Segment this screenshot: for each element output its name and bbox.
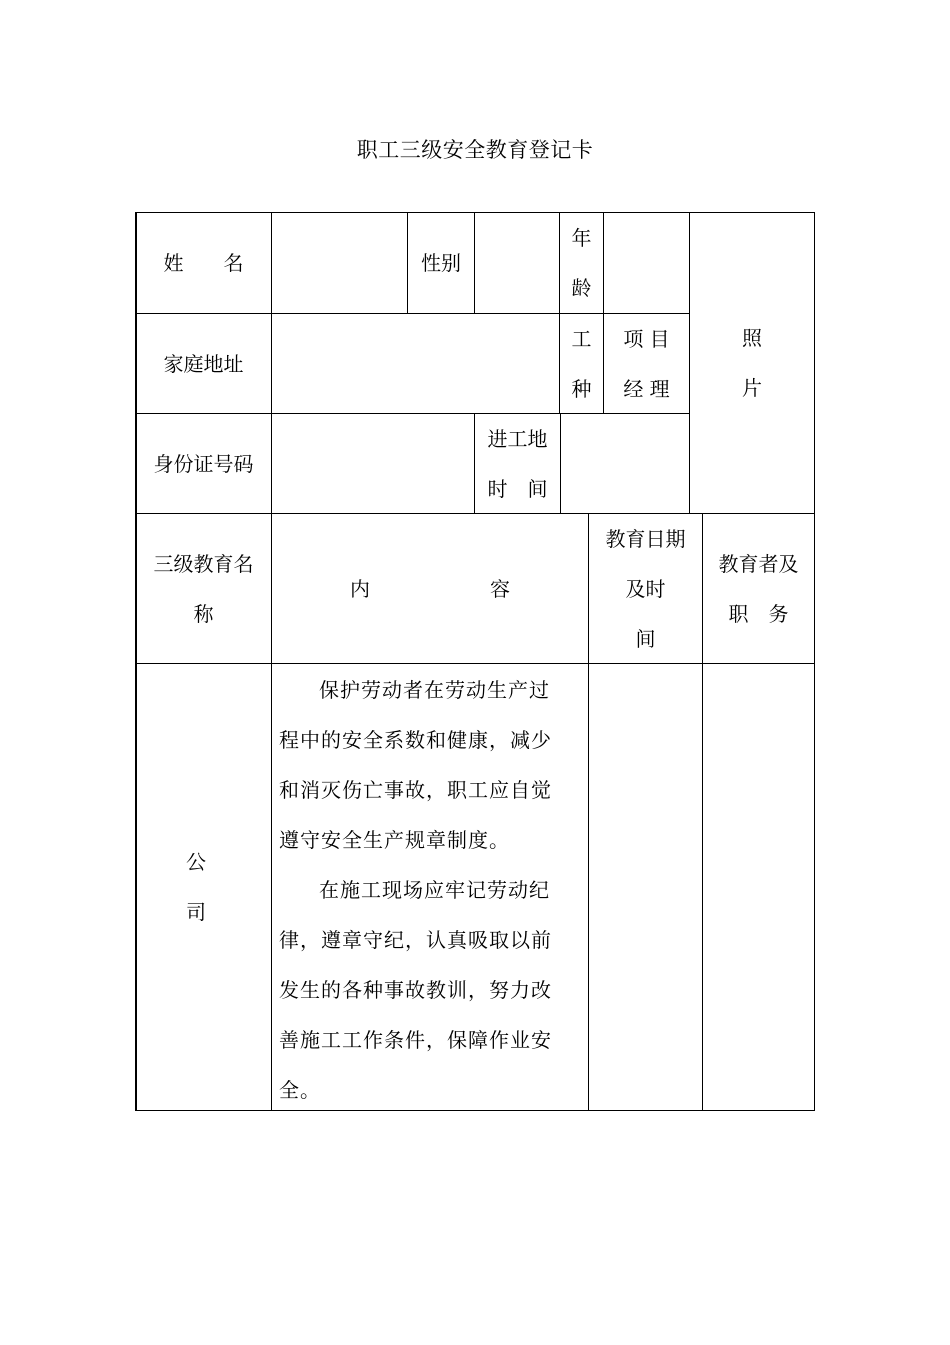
document-title: 职工三级安全教育登记卡 — [356, 138, 594, 162]
educator-header: 教育者及 职 务 — [718, 551, 799, 626]
job-value: 项 目 经 理 — [623, 326, 670, 401]
age-label: 年 龄 — [571, 226, 592, 300]
level-company: 公 司 — [186, 850, 206, 924]
gender-value[interactable] — [475, 213, 559, 313]
id-number-label: 身份证号码 — [153, 451, 254, 476]
photo-area: 照 片 — [742, 326, 762, 400]
content-paragraph: 在施工现场应牢记劳动纪律，遵章守纪，认真吸取以前发生的各种事故教训，努力改善施工工作条件，保障作业安全。 — [279, 878, 552, 1102]
age-value[interactable] — [604, 213, 689, 313]
company-content — [279, 665, 557, 1115]
name-value[interactable] — [272, 213, 407, 313]
company-date-value[interactable] — [589, 664, 702, 1110]
entry-time-label: 进工地 时 间 — [487, 426, 548, 501]
date-header: 教育日期 及时 间 — [605, 526, 686, 651]
content-header: 内 容 — [350, 576, 510, 601]
gender-label: 性别 — [421, 251, 461, 275]
address-value[interactable] — [272, 314, 559, 413]
content-paragraph: 保护劳动者在劳动生产过程中的安全系数和健康，减少和消灭伤亡事故，职工应自觉遵守安全生产规章制度。 — [279, 678, 552, 852]
entry-time-value[interactable] — [561, 414, 689, 513]
company-educator-value[interactable] — [703, 664, 814, 1110]
address-label: 家庭地址 — [163, 351, 244, 376]
name-label: 姓 名 — [163, 251, 244, 275]
id-number-value[interactable] — [272, 414, 474, 513]
job-label: 工 种 — [571, 326, 592, 401]
level-name-header: 三级教育名 称 — [153, 551, 254, 626]
